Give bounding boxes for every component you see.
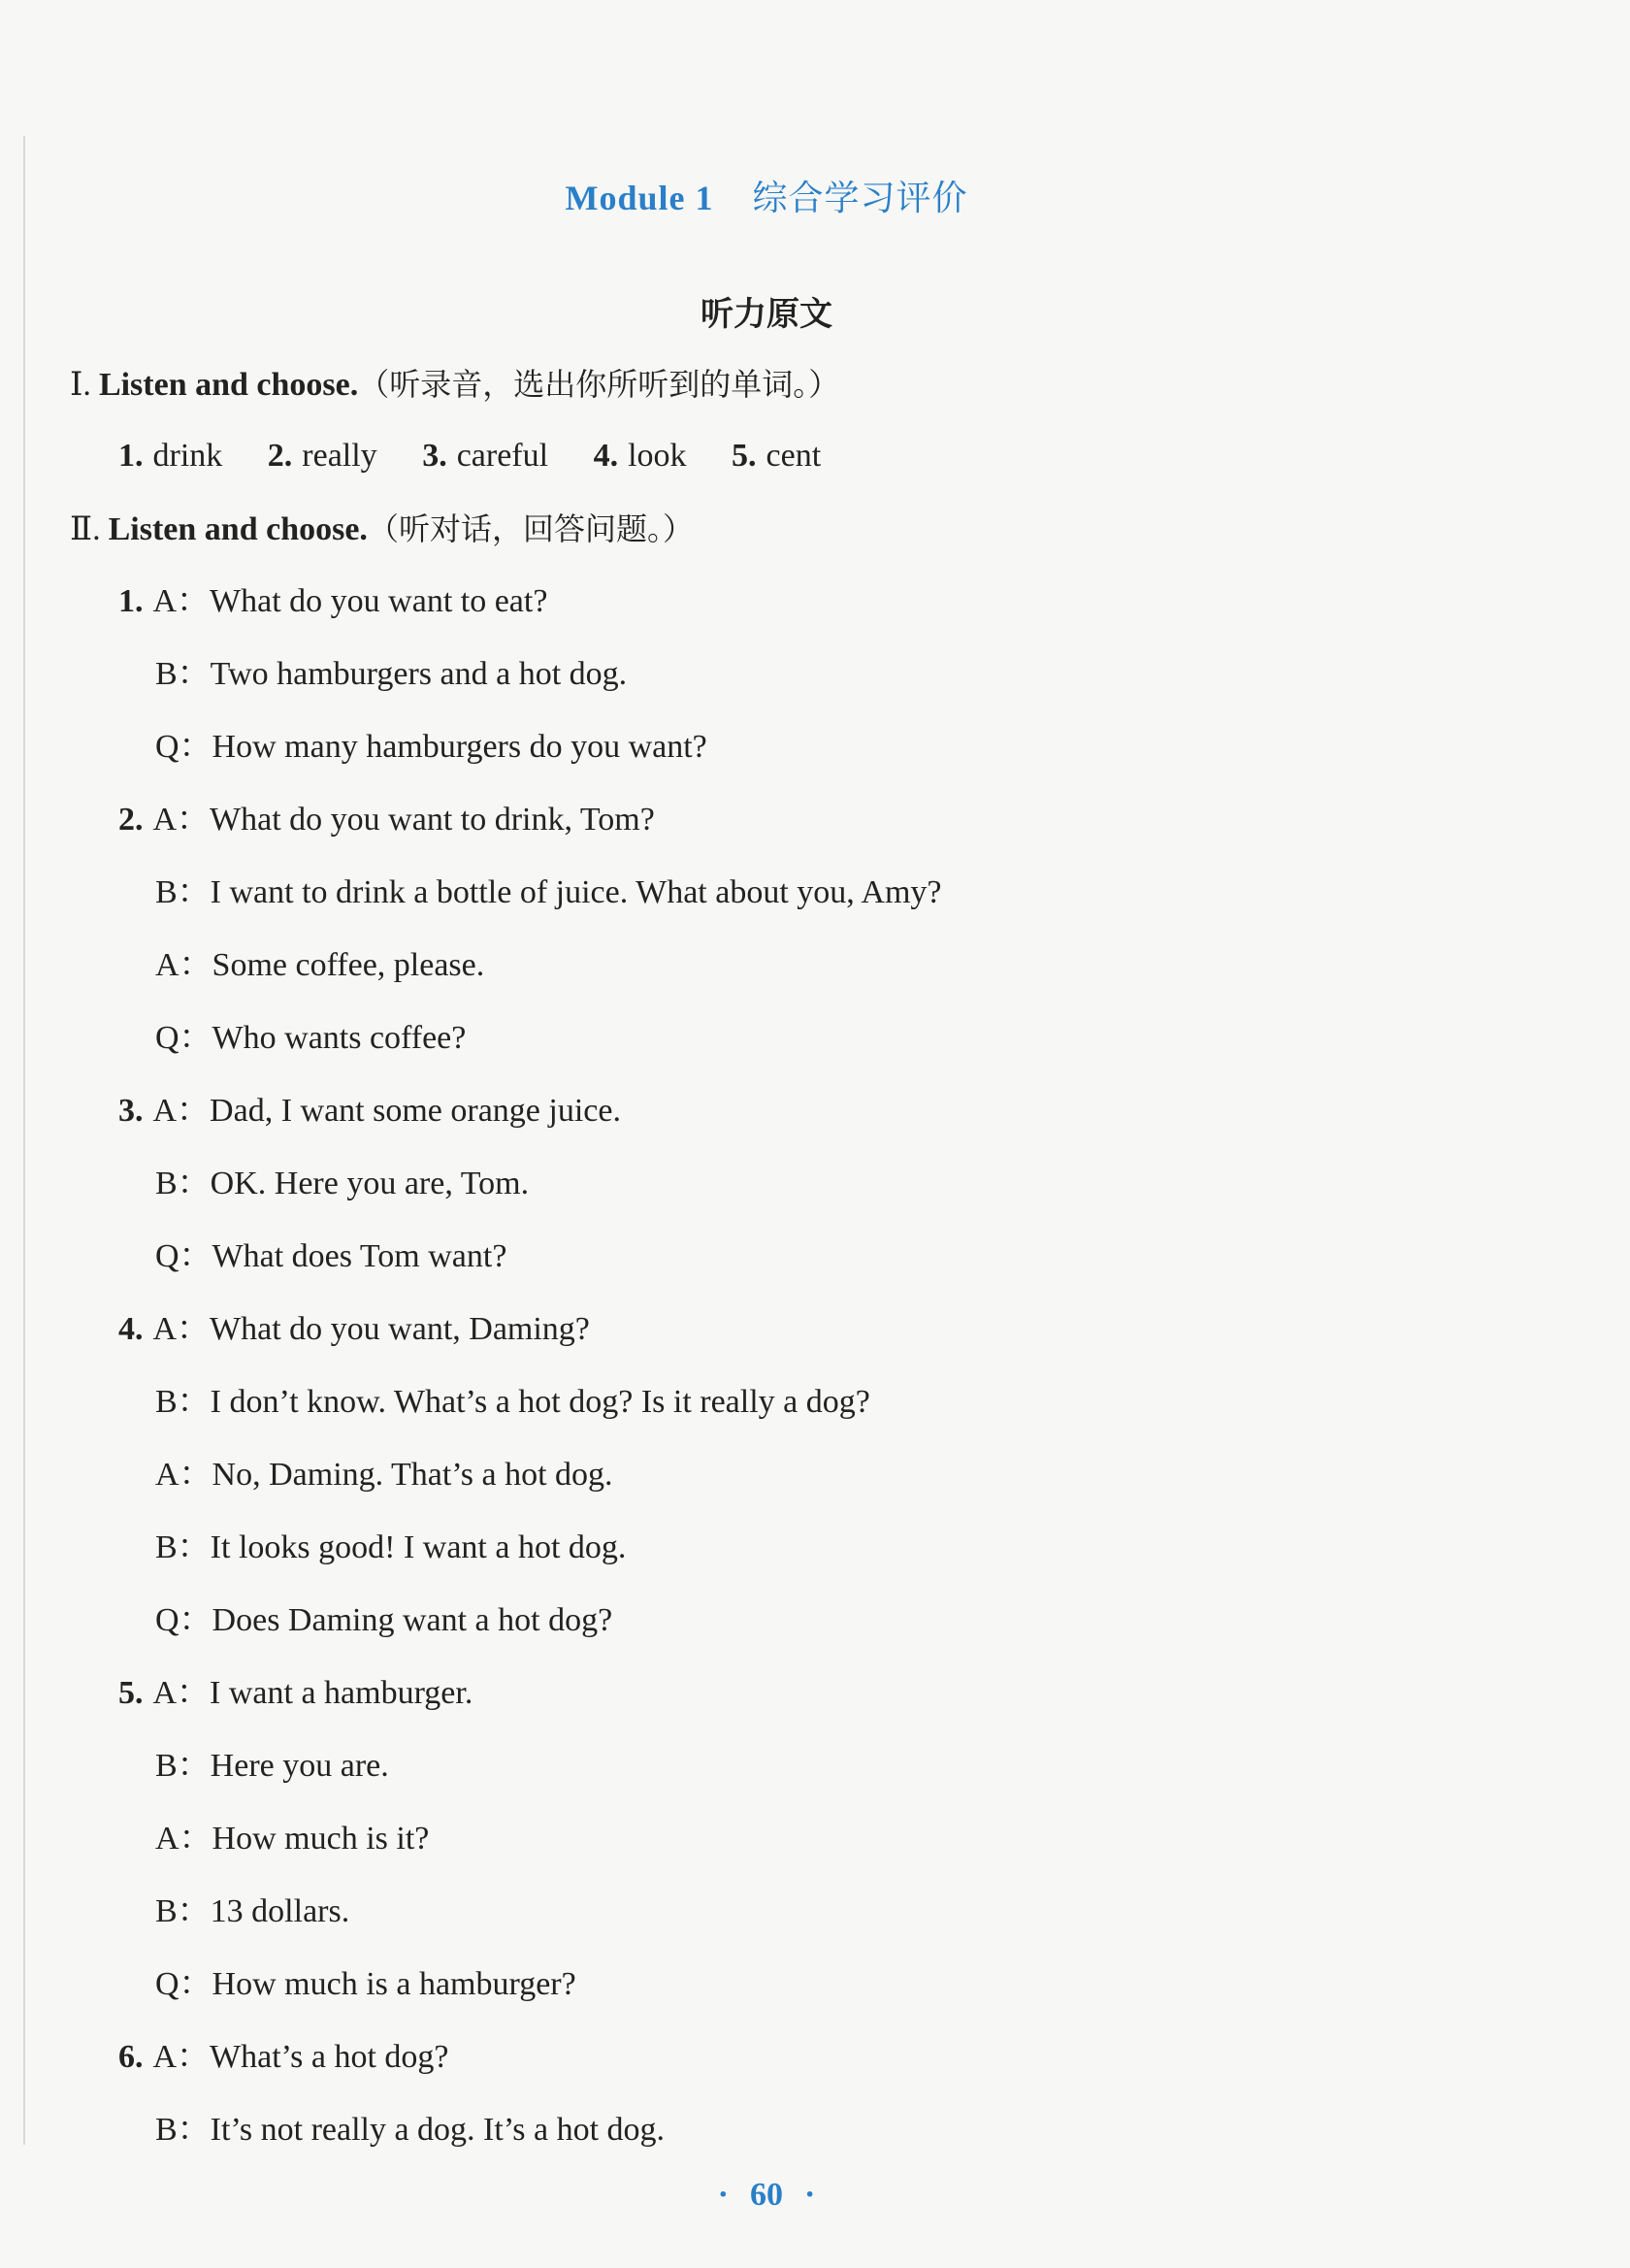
word-item: 1. drink [118,438,223,474]
dialogue-4-line-3: A：No, Daming. That’s a hot dog. [155,1457,613,1493]
dialogue-4-line-5: Q：Does Daming want a hot dog? [155,1602,613,1638]
dialogue-2-line-4: Q：Who wants coffee? [155,1020,467,1056]
dialogue-5-line-5: Q：How much is a hamburger? [155,1966,576,2002]
dialogue-1-line-2: B：Two hamburgers and a hot dog. [155,656,628,692]
dialogue-2-line-2: B：I want to drink a bottle of juice. What about you, Amy? [155,874,942,910]
dialogue-3-line-2: B：OK. Here you are, Tom. [155,1166,530,1201]
dialogue-4-line-4: B：It looks good! I want a hot dog. [155,1529,627,1565]
dialogue-2-line-3: A：Some coffee, please. [155,947,485,983]
dialogue-3-line-1: 3. A：Dad, I want some orange juice. [118,1093,621,1129]
word-item: 5. cent [732,438,822,474]
section-number: Ⅰ. [70,367,91,403]
dialogue-2-line-1: 2. A：What do you want to drink, Tom? [118,802,655,838]
word-item: 4. look [593,438,687,474]
section-2-heading [70,509,694,549]
section-instruction-cn: （听对话，回答问题。） [367,510,694,547]
section-instruction: Listen and choose. [98,367,359,403]
dialogue-6-line-2: B：It’s not really a dog. It’s a hot dog. [155,2112,666,2148]
subtitle: 听力原文 [701,295,832,334]
module-title-cn: 综合学习评价 [752,179,968,218]
section-1-heading [70,365,839,405]
dialogue-5-line-4: B：13 dollars. [155,1893,350,1929]
dialogue-1-line-1: 1. A：What do you want to eat? [118,583,548,619]
page-number: · 60 · [717,2177,816,2213]
dialogue-6-line-1: 6. A：What’s a hot dog? [118,2039,449,2075]
page-title [0,171,1533,220]
module-label: Module 1 [565,179,714,217]
section-number: Ⅱ. [70,511,101,547]
section-instruction-cn: （听录音，选出你所听到的单词。） [358,366,840,403]
dialogue-4-line-2: B：I don’t know. What’s a hot dog? Is it really a dog? [155,1384,870,1420]
dialogue-1-line-3: Q：How many hamburgers do you want? [155,729,707,765]
bullet-icon: · [717,2177,729,2213]
margin-line [23,136,25,2145]
section-instruction: Listen and choose. [108,511,368,547]
dialogue-3-line-3: Q：What does Tom want? [155,1238,507,1274]
word-item: 2. really [267,438,377,474]
word-list [118,437,858,476]
dialogue-4-line-1: 4. A：What do you want, Daming? [118,1311,590,1347]
dialogue-5-line-2: B：Here you are. [155,1748,389,1784]
bullet-icon: · [804,2177,816,2213]
word-item: 3. careful [422,438,549,474]
dialogue-5-line-3: A：How much is it? [155,1821,430,1857]
dialogue-5-line-1: 5. A：I want a hamburger. [118,1675,473,1711]
